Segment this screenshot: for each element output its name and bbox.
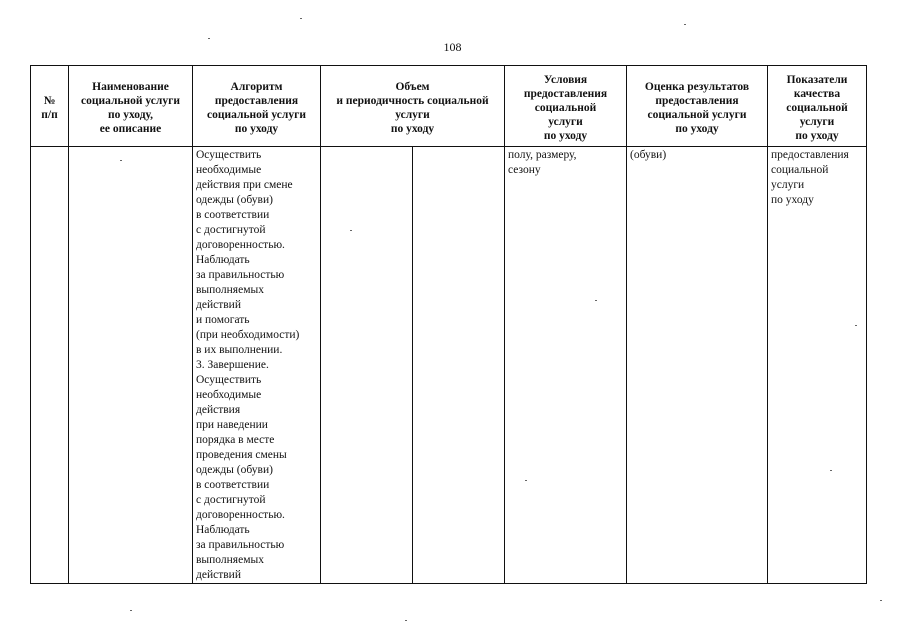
cell-evaluation: (обуви) <box>627 147 768 584</box>
scan-speck <box>684 24 686 25</box>
table-header-row <box>31 66 867 147</box>
cell-indicators: предоставления социальной услуги по уходу <box>768 147 867 584</box>
scan-speck <box>525 480 527 481</box>
cell-algorithm: Осуществить необходимые действия при смене одежды (обуви) в соответствии с достигнутой договоренностью. Наблюдать за правильностью выполняемых действий и помогать (при необходимости) в их выполнении. 3. Завершение. Осуществить необходимые действия при наведении порядка в месте проведения смены одежды (обуви) в соответствии с достигнутой договоренностью. Наблюдать за правильностью выполняемых действий <box>193 147 321 584</box>
header-indicators: Показатели качества социальной услуги по уходу <box>768 66 867 147</box>
cell-num <box>31 147 69 584</box>
cell-service-name <box>69 147 193 584</box>
scan-speck <box>830 470 832 471</box>
scan-speck <box>130 610 132 611</box>
scan-speck <box>855 325 857 326</box>
header-service-name: Наименование социальной услуги по уходу, ее описание <box>69 66 193 147</box>
header-conditions: Условия предоставления социальной услуги по уходу <box>505 66 627 147</box>
header-algorithm: Алгоритм предоставления социальной услуги по уходу <box>193 66 321 147</box>
scan-speck <box>208 38 210 39</box>
page-number: 108 <box>443 40 462 54</box>
cell-volume-a <box>321 147 413 584</box>
scan-speck <box>405 620 407 621</box>
cell-volume-b <box>413 147 505 584</box>
scan-speck <box>300 18 302 19</box>
scan-speck <box>880 600 882 601</box>
header-volume: Объем и периодичность социальной услуги по уходу <box>321 66 505 147</box>
scan-speck <box>595 300 597 301</box>
header-evaluation: Оценка результатов предоставления социальной услуги по уходу <box>627 66 768 147</box>
scan-speck <box>120 160 122 161</box>
scan-speck <box>350 230 352 231</box>
cell-conditions: полу, размеру, сезону <box>505 147 627 584</box>
social-service-table <box>30 65 867 584</box>
header-num: № п/п <box>31 66 69 147</box>
table-row <box>31 147 867 584</box>
